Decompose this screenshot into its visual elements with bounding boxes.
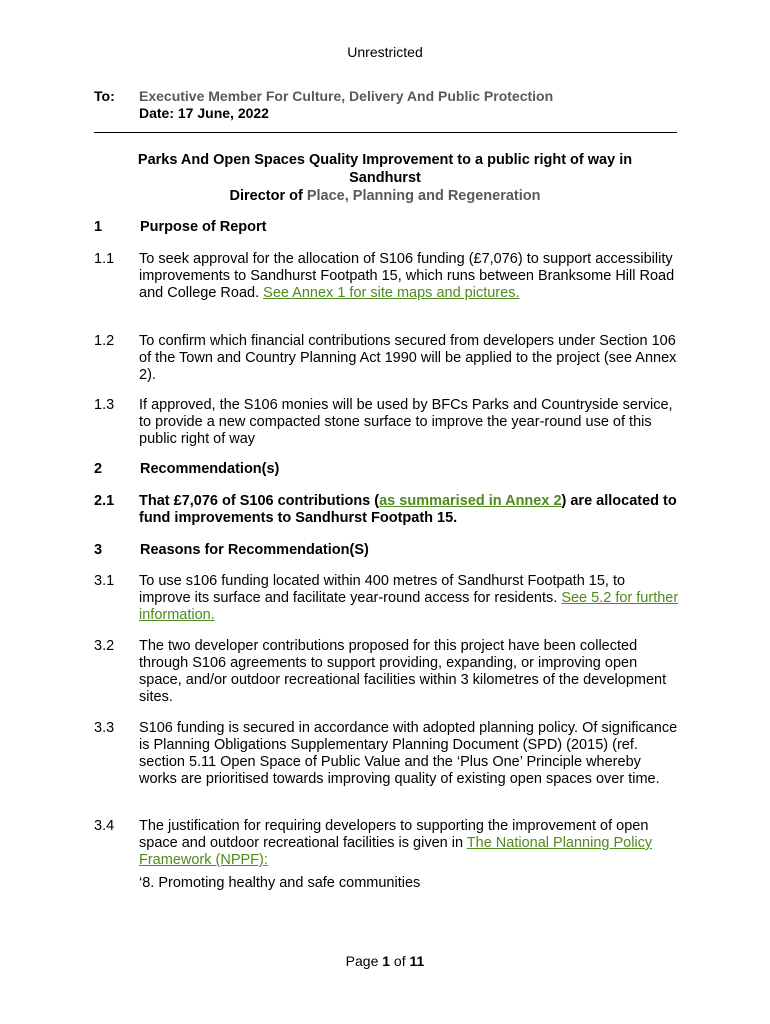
paragraph-3-4-text: The justification for requiring developers to supporting the improvement of open space and outdoor recreational facilities is given in	[139, 818, 649, 851]
nppf-link[interactable]: The National Planning Policy Framework (NPPF):	[139, 835, 653, 868]
paragraph-1-2-number: 1.2	[94, 333, 115, 349]
section-5-2-link[interactable]: See 5.2 for further information.	[139, 590, 679, 623]
annex-2-link[interactable]: as summarised in Annex 2	[379, 493, 562, 509]
page-current: 1	[382, 953, 391, 969]
report-date: Date: 17 June, 2022	[139, 105, 269, 121]
section-1-title: Purpose of Report	[140, 219, 267, 235]
report-title-block	[110, 151, 660, 205]
section-1-number: 1	[94, 219, 103, 235]
paragraph-3-4-number: 3.4	[94, 818, 115, 834]
page-of: of	[390, 953, 410, 969]
paragraph-1-1-number: 1.1	[94, 251, 115, 267]
to-label: To:	[94, 88, 115, 104]
director-line	[110, 187, 660, 205]
classification-label: Unrestricted	[347, 44, 423, 60]
paragraph-1-3: If approved, the S106 monies will be used by BFCs Parks and Countryside service, to provide a new compacted stone surface to improve the year-round use of this public right of way	[139, 397, 673, 447]
director-name: Place, Planning and Regeneration	[306, 188, 541, 204]
addressee-member: Executive Member For Culture, Delivery And Public Protection	[139, 88, 554, 104]
paragraph-3-1	[139, 573, 679, 624]
director-prefix: Director of	[229, 188, 307, 204]
section-3-title: Reasons for Recommendation(S)	[140, 542, 369, 558]
paragraph-3-3: S106 funding is secured in accordance with adopted planning policy. Of significance is Planning Obligations Supplementary Planning Document (SPD) (2015) (ref. section 5.11 Open Space of Public Value and the ‘Plus One’ Principle whereby works are prioritised towards improving quality of existing open spaces over time.	[139, 720, 678, 787]
header-divider	[94, 132, 677, 133]
section-2-number: 2	[94, 461, 103, 477]
paragraph-3-4	[139, 818, 679, 869]
paragraph-3-2: The two developer contributions proposed for this project have been collected through S106 agreements to support providing, expanding, or improving open space, and/or outdoor recreational facilities within 3 kilometres of the development sites.	[139, 638, 667, 705]
section-2-title: Recommendation(s)	[140, 461, 280, 477]
paragraph-2-1-number: 2.1	[94, 493, 115, 509]
paragraph-3-3-number: 3.3	[94, 720, 115, 736]
nppf-quote: ‘8. Promoting healthy and safe communities	[139, 875, 421, 891]
paragraph-3-1-text: To use s106 funding located within 400 metres of Sandhurst Footpath 15, to improve its surface and facilitate year-round access for residents.	[139, 573, 626, 606]
paragraph-2-1-after: ) are allocated to fund improvements to Sandhurst Footpath 15.	[139, 493, 677, 526]
section-3-number: 3	[94, 542, 103, 558]
paragraph-1-1-text: To seek approval for the allocation of S106 funding (£7,076) to support accessibility improvements to Sandhurst Footpath 15, which runs between Branksome Hill Road and College Road.	[139, 251, 675, 301]
paragraph-1-3-number: 1.3	[94, 397, 115, 413]
annex-1-link[interactable]: See Annex 1 for site maps and pictures.	[263, 285, 520, 301]
paragraph-3-1-number: 3.1	[94, 573, 115, 589]
page-prefix: Page	[345, 953, 383, 969]
report-title: Parks And Open Spaces Quality Improvement to a public right of way in Sandhurst	[137, 152, 633, 186]
paragraph-2-1	[139, 493, 679, 527]
paragraph-1-2: To confirm which financial contributions secured from developers under Section 106 of the Town and Country Planning Act 1990 will be applied to the project (see Annex 2).	[139, 333, 677, 383]
page-total: 11	[409, 953, 425, 969]
paragraph-1-1	[139, 251, 679, 302]
paragraph-2-1-before: That £7,076 of S106 contributions (	[139, 493, 380, 509]
paragraph-3-2-number: 3.2	[94, 638, 115, 654]
page-number	[0, 953, 770, 969]
